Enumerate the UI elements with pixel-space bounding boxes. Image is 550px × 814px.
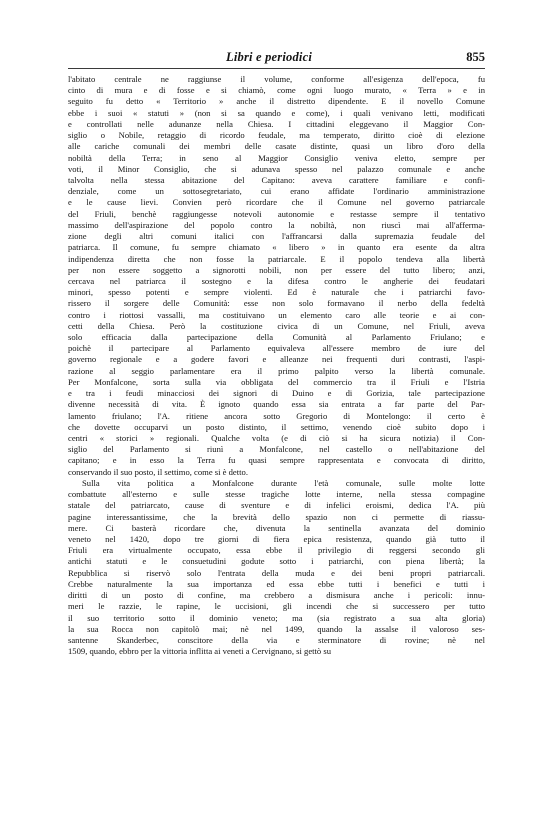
text-line: seguito fu detto « Territorio » anche il distretto dipendente. E il novello Comune: [68, 96, 485, 107]
text-line: cinto di mura e di fosse e si chiamò, come ogni luogo murato, « Terra » e in: [68, 85, 485, 96]
text-line: e le cause lievi. Convien però ricordare che il Comune nel governo patriarcale: [68, 197, 485, 208]
text-line: capitano; e in esso la Terra fu quasi sempre rappresentata e convocata di diritto,: [68, 455, 485, 466]
text-line: siglio del Parlamento si riunì a Monfalcone, nel castello o nell'abitazione del: [68, 444, 485, 455]
text-line: divenne necessità di vita. È ignoto quando essa sia entrata a far parte del Par-: [68, 399, 485, 410]
page-header: [68, 50, 485, 66]
text-line: per non essere soggetto a signorotti nobili, non per essere del tutto libero; anzi,: [68, 264, 485, 275]
text-line: centri « storici » regionali. Qualche volta (e di ciò si ha sicura notizia) il Con-: [68, 433, 485, 443]
text-line: veneto nel 1420, dopo tre giorni di fiera epica resistenza, quando già tutto il: [68, 533, 485, 544]
text-line: poichè il partecipare al Parlamento equivaleva all'essere membro de iure del: [68, 343, 485, 354]
text-line: pagine interessantissime, che la brevità dello spazio non ci permette di riassu-: [68, 511, 485, 522]
text-line: cetti della Chiesa. Però la costituzione civica di un Comune, nel Friuli, aveva: [68, 320, 485, 331]
text-line: e controllati nelle adunanze nella Chiesa. I cittadini eleggevano il Maggior Con-: [68, 118, 485, 129]
text-line: contro i riottosi vassalli, ma costituivano un elemento caro alle teorie e ai con-: [68, 309, 485, 320]
body-text: [68, 74, 485, 657]
text-line: ebbe i suoi « statuti » (non si sa quando e come), i quali venivano letti, modificati: [68, 107, 485, 118]
paragraph: [68, 74, 485, 478]
text-line: e tra i feudi minacciosi dei signori di Duino e di Gorizia, tale partecipazione: [68, 388, 485, 399]
text-line: diritti di un posto di confine, ma crebbero a dismisura anche i pericoli: innu-: [68, 590, 485, 601]
text-line: nobiltà della Terra; in seno al Maggior Consiglio veniva eletto, sempre per: [68, 152, 485, 163]
text-line: indipendenza diretta che non fosse la patriarcale. E il popolo tendeva alla libertà: [68, 253, 485, 264]
text-line: voti, il Minor Consiglio, che si adunava spesso nel palazzo comunale e anche: [68, 163, 485, 174]
text-line: santenne Skanderbec, conscitore della via e sterminatore di rovine; nè nel: [68, 634, 485, 645]
text-line: lamento friulano; l'A. ritiene ancora sotto Gregorio di Montelongo: il certo è: [68, 410, 485, 421]
text-line: del Friuli, benchè raggiungesse notevoli autonomie e restasse sempre il tentativo: [68, 208, 485, 219]
text-line: patriarca. Il comune, fu sempre chiamato « libero » in quanto era esente da altra: [68, 242, 485, 253]
text-line: razione al seggio parlamentare era il primo palpito verso la libertà comunale.: [68, 365, 485, 376]
running-title: Libri e periodici: [226, 50, 313, 64]
text-line: Friuli era virtualmente occupato, essa ebbe il privilegio di reggersi secondo gli: [68, 545, 485, 556]
text-line: denziale, come un sottosegretariato, cui erano affidate l'ordinario amministrazione: [68, 186, 485, 197]
text-line: siglio o Nobile, retaggio di ricordo feudale, ma temperato, diritto cioè di elezione: [68, 130, 485, 141]
text-line: statale del patriarcato, cause di sventure e di infelici eroismi, dedica l'A. più: [68, 500, 485, 511]
text-line: governo regionale e a godere favori e alleanze nei frequenti duri contrasti, l'aspi-: [68, 354, 485, 365]
text-line: l'abitato centrale ne raggiunse il volume, conforme all'esigenza dell'epoca, fu: [68, 74, 485, 84]
page-number: 855: [466, 50, 485, 64]
text-line: minori, spesso potenti e sempre violenti. Ed è naturale che i patriarchi favo-: [68, 287, 485, 298]
text-line: antichi statuti e le consuetudini godute sotto i patriarchi, con piena libertà; la: [68, 556, 485, 567]
text-line: Repubblica si riservò solo l'entrata della muda e dei beni propri patriarcali.: [68, 567, 485, 578]
text-line: 1509, quando, ebbro per la vittoria inflitta ai veneti a Cervignano, si gettò su: [68, 646, 331, 657]
text-line: il suo territorio sotto il dominio veneto; ma (sia registrato a sua alta gloria): [68, 612, 485, 623]
text-line: cercava nel patriarca il sostegno e la difesa contro le angherie dei feudatari: [68, 275, 485, 286]
paragraph: [68, 478, 485, 658]
text-line: mere. Ci basterà ricordare che, divenuta la sentinella avanzata del dominio: [68, 522, 485, 533]
text-line: che dovette occuparvi un posto distinto, il settimo, venendo cioè subito dopo i: [68, 421, 485, 432]
text-line: conservando il suo posto, il settimo, come si è detto.: [68, 466, 248, 477]
text-line: combattute all'esterno e sulle stesse tragiche lotte interne, nella stessa compagine: [68, 489, 485, 500]
text-line: alle cariche comunali dei membri delle casate distinte, quasi un libro d'oro della: [68, 141, 485, 152]
text-line: massimo dell'aspirazione del popolo contro la nobiltà, non riuscì mai all'afferma-: [68, 219, 485, 230]
header-rule: [68, 68, 485, 69]
text-line: solo efficacia dalla partecipazione della Comunità al Parlamento Friulano; e: [68, 332, 485, 343]
text-line: talvolta nella stessa abitazione del Capitano: aveva carattere familiare e confi-: [68, 174, 485, 185]
text-line: Sulla vita politica a Monfalcone durante l'età comunale, sulle molte lotte: [82, 477, 485, 488]
text-line: rissero il sorgere delle Comunità: esse non solo formavano il nerbo della fedeltà: [68, 298, 485, 309]
text-line: meri le razzie, le rapine, le uccisioni, gli incendi che si successero per tutto: [68, 601, 485, 612]
text-line: la sua Rocca non capitolò mai; nè nel 1499, quando la assalse il valoroso ses-: [68, 623, 485, 634]
text-line: zione degli altri comuni italici con l'affrancarsi dalla supremazia feudale del: [68, 231, 485, 242]
text-line: Per Monfalcone, sorta sulla via obbligata del commercio tra il Friuli e l'Istria: [68, 376, 485, 387]
text-line: Crebbe naturalmente la sua importanza ed essa ebbe tutti i benefici e tutti i: [68, 578, 485, 589]
